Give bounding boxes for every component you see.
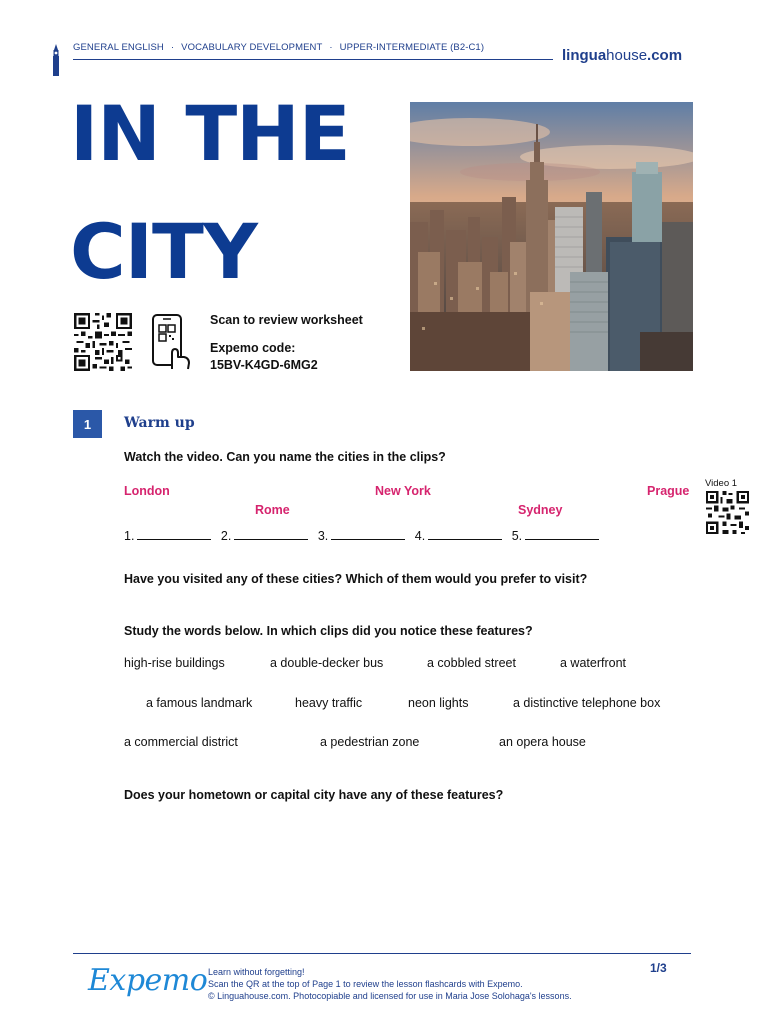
- video-label: Video 1: [705, 478, 738, 489]
- big-ben-icon: [50, 44, 62, 76]
- vocab-word: an opera house: [499, 735, 586, 749]
- answer-blank[interactable]: [318, 529, 405, 543]
- brand-rest: house: [606, 47, 648, 64]
- expemo-logo[interactable]: Expemo: [88, 963, 208, 998]
- footer-instruction: Scan the QR at the top of Page 1 to review the lesson flashcards with Expemo.: [208, 979, 523, 990]
- vocab-word: a distinctive telephone box: [513, 696, 661, 710]
- answer-blank[interactable]: [221, 529, 308, 543]
- answer-blank[interactable]: [415, 529, 502, 543]
- city-option: London: [124, 484, 170, 498]
- page-title-line-2: CITY: [70, 207, 257, 296]
- city-option: Sydney: [518, 503, 563, 517]
- answer-blank[interactable]: [124, 529, 211, 543]
- blank-number: 2.: [220, 529, 232, 543]
- video-qr-code[interactable]: [705, 491, 750, 534]
- vocab-word: a cobbled street: [427, 656, 516, 670]
- blank-number: 1.: [124, 529, 135, 543]
- vocab-word: a waterfront: [560, 656, 627, 670]
- breadcrumb-separator: ·: [329, 42, 333, 53]
- vocab-word: a commercial district: [124, 735, 238, 749]
- city-option: Rome: [255, 503, 290, 517]
- breadcrumb-separator: ·: [170, 42, 175, 53]
- page-number: 1/3: [650, 961, 667, 975]
- city-skyline-photo: [410, 102, 693, 371]
- page-title-line-1: IN THE: [70, 89, 350, 178]
- expemo-code-value: 15BV-K4GD-6MG2: [210, 358, 318, 372]
- footer-text: [208, 966, 572, 1002]
- breadcrumb: [73, 42, 484, 53]
- vocab-word: a famous landmark: [146, 696, 253, 710]
- breadcrumb-level: UPPER-INTERMEDIATE (B2-C1): [339, 42, 485, 53]
- blank-line[interactable]: [428, 529, 502, 540]
- section-title: Warm up: [124, 415, 195, 431]
- expemo-code-label: Expemo code:: [210, 340, 296, 355]
- vocab-word: a pedestrian zone: [320, 735, 420, 749]
- vocab-word: high-rise buildings: [124, 656, 225, 670]
- blank-line[interactable]: [234, 529, 308, 540]
- question-name-cities: Watch the video. Can you name the cities in the clips?: [124, 450, 446, 464]
- city-option: Prague: [647, 484, 690, 498]
- vocab-word: a double-decker bus: [270, 656, 384, 670]
- footer-tagline: Learn without forgetting!: [208, 967, 305, 977]
- blank-number: 5.: [511, 529, 523, 543]
- brand-bold: lingua: [562, 47, 607, 64]
- header-divider: [73, 59, 553, 60]
- city-option: New York: [375, 484, 431, 498]
- footer-copyright: © Linguahouse.com. Photocopiable and licensed for use in Maria Jose Solohaga's lessons.: [208, 991, 572, 1002]
- blank-line[interactable]: [331, 529, 405, 540]
- question-hometown: Does your hometown or capital city have any of these features?: [124, 788, 504, 802]
- answer-blanks: [124, 529, 605, 543]
- question-study-words: Study the words below. In which clips did you notice these features?: [124, 624, 533, 638]
- worksheet-qr-code[interactable]: [73, 313, 133, 371]
- breadcrumb-topic: VOCABULARY DEVELOPMENT: [181, 42, 323, 53]
- scan-label: Scan to review worksheet: [210, 313, 363, 327]
- breadcrumb-course: GENERAL ENGLISH: [73, 42, 164, 53]
- blank-line[interactable]: [525, 529, 599, 540]
- blank-number: 4.: [414, 529, 426, 543]
- vocab-word: neon lights: [408, 696, 469, 710]
- vocab-word: heavy traffic: [295, 696, 363, 710]
- section-number: 1: [73, 410, 102, 438]
- phone-scan-icon: [150, 313, 192, 371]
- brand-logo[interactable]: [562, 47, 682, 64]
- blank-line[interactable]: [137, 529, 211, 540]
- brand-suffix: .com: [647, 47, 683, 64]
- scan-instructions: [210, 312, 363, 375]
- question-visited-cities: Have you visited any of these cities? Which of them would you prefer to visit?: [124, 572, 588, 586]
- blank-number: 3.: [317, 529, 329, 543]
- answer-blank[interactable]: [512, 529, 599, 543]
- footer-divider: [73, 953, 691, 954]
